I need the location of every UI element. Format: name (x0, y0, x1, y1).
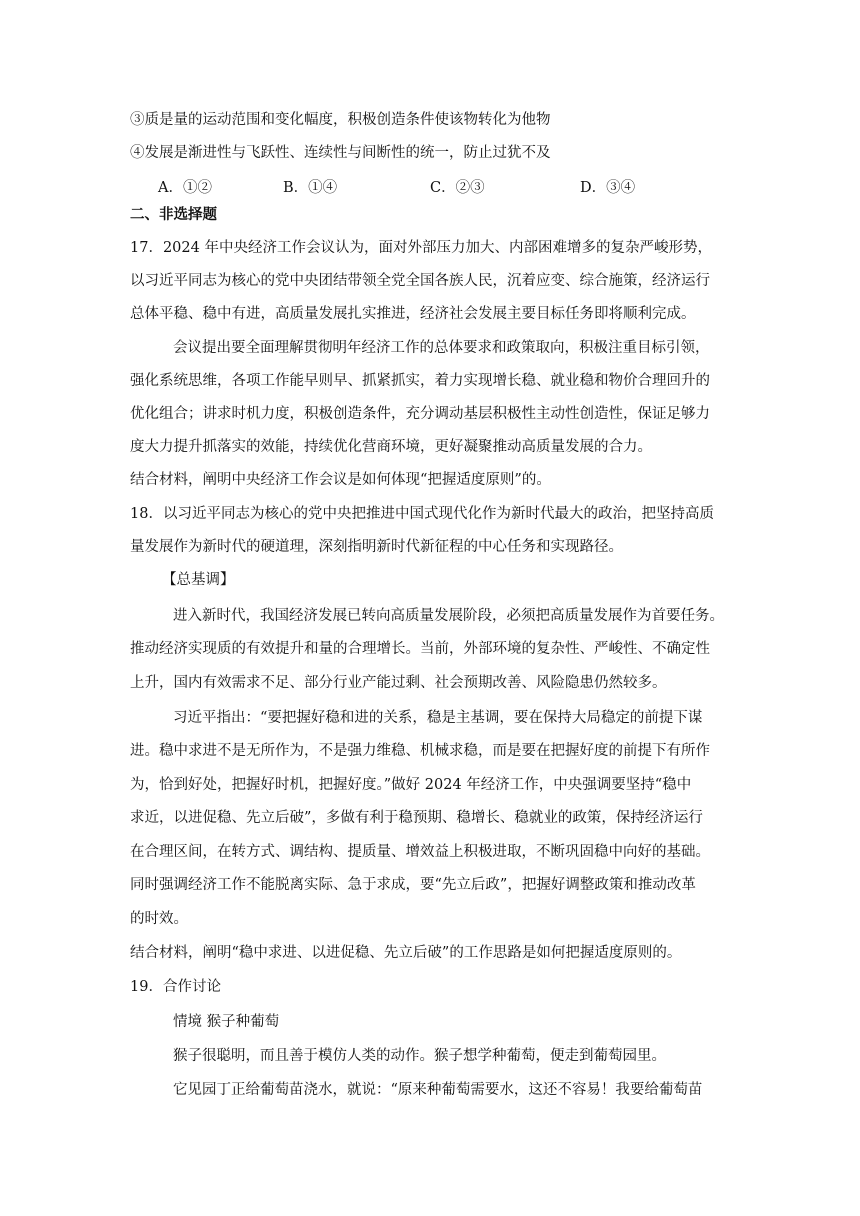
q17-prompt: 结合材料，阐明中央经济工作会议是如何体现“把握适度原则”的。 (130, 472, 551, 488)
option-c: C．②③ (430, 180, 485, 196)
q18-line-2: 量发展作为新时代的硬道理，深刻指明新时代新征程的中心任务和实现路径。 (130, 539, 623, 555)
q17-line-6: 优化组合；讲求时机力度，积极创造条件，充分调动基层积极性主动性创造性，保证足够力 (130, 406, 710, 422)
option-b: B．①④ (283, 180, 338, 196)
q17-line-4: 会议提出要全面理解贯彻明年经济工作的总体要求和政策取向，积极注重目标引领， (173, 340, 710, 356)
q18-line-7: 习近平指出：“要把握好稳和进的关系，稳是主基调，要在保持大局稳定的前提下谋 (173, 710, 703, 726)
statement-4: ④发展是渐进性与飞跃性、连续性与间断性的统一，防止过犹不及 (130, 145, 551, 161)
q18-subheading: 【总基调】 (162, 572, 235, 588)
q18-line-4: 进入新时代，我国经济发展已转向高质量发展阶段，必须把高质量发展作为首要任务。 (173, 608, 724, 624)
q18-line-12: 同时强调经济工作不能脱离实际、急于求成，要“先立后政”，把握好调整政策和推动改革 (130, 877, 696, 893)
q17-line-3: 总体平稳、稳中有进，高质量发展扎实推进，经济社会发展主要目标任务即将顺利完成。 (130, 306, 696, 322)
section-title: 二、非选择题 (130, 206, 217, 223)
q17-line-5: 强化系统思维，各项工作能早则早、抓紧抓实，着力实现增长稳、就业稳和物价合理回升的 (130, 373, 710, 389)
q17-line-7: 度大力提升抓落实的效能，持续优化营商环境，更好凝聚推动高质量发展的合力。 (130, 439, 652, 455)
q17-line-1: 17．2024 年中央经济工作会议认为，面对外部压力加大、内部困难增多的复杂严峻形势， (130, 240, 712, 256)
statement-3: ③质是量的运动范围和变化幅度，积极创造条件使该物转化为他物 (130, 112, 551, 128)
q19-line-4: 它见园丁正给葡萄苗浇水，就说：“原来种葡萄需要水，这还不容易！我要给葡萄苗 (173, 1082, 703, 1098)
option-d: D．③④ (580, 180, 636, 196)
option-a: A．①② (158, 180, 212, 196)
q17-line-2: 以习近平同志为核心的党中央团结带领全党全国各族人民，沉着应变、综合施策，经济运行 (130, 273, 710, 289)
q18-line-1: 18．以习近平同志为核心的党中央把推进中国式现代化作为新时代最大的政治，把坚持高质 (130, 506, 714, 522)
q19-line-3: 猴子很聪明，而且善于模仿人类的动作。猴子想学种葡萄，便走到葡萄园里。 (173, 1048, 666, 1064)
q19-context-title: 情境 猴子种葡萄 (173, 1014, 280, 1030)
q18-line-9: 为，恰到好处，把握好时机，把握好度。”做好 2024 年经济工作，中央强调要坚持“稳中 (130, 777, 692, 793)
q18-line-13: 的时效。 (130, 911, 188, 927)
q19-title: 19．合作讨论 (130, 979, 221, 995)
q18-prompt: 结合材料，阐明“稳中求进、以进促稳、先立后破”的工作思路是如何把握适度原则的。 (130, 945, 682, 961)
q18-line-11: 在合理区间，在转方式、调结构、提质量、增效益上积极进取，不断巩固稳中向好的基础。 (130, 844, 710, 860)
q18-line-8: 进。稳中求进不是无所作为，不是强力维稳、机械求稳，而是要在把握好度的前提下有所作 (130, 743, 710, 759)
q18-line-5: 推动经济实现质的有效提升和量的合理增长。当前，外部环境的复杂性、严峻性、不确定性 (130, 641, 710, 657)
q18-line-6: 上升，国内有效需求不足、部分行业产能过剩、社会预期改善、风险隐患仍然较多。 (130, 675, 667, 691)
q18-line-10: 求近，以进促稳、先立后破”，多做有利于稳预期、稳增长、稳就业的政策，保持经济运行 (130, 810, 703, 826)
